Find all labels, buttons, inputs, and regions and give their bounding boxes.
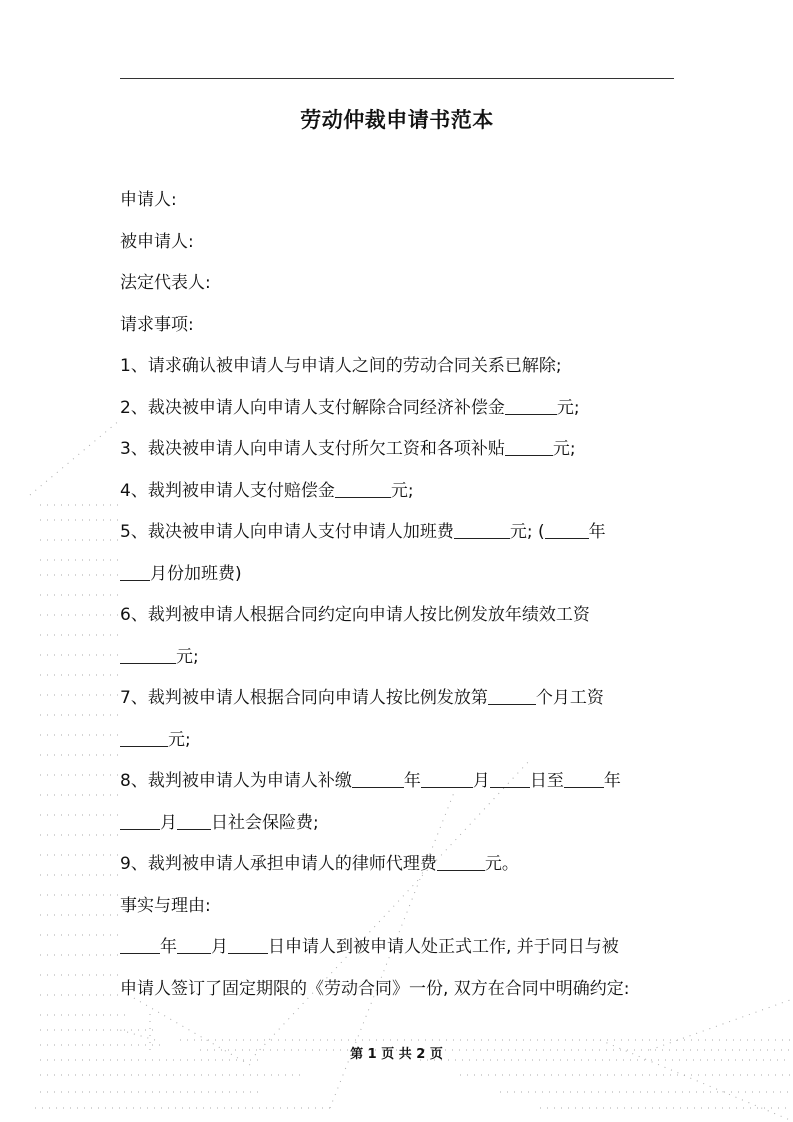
day-blank [177,813,211,830]
amount-blank [505,439,553,456]
day-blank [228,937,268,954]
claim-7-unit: 个月工资 [535,688,604,708]
claim-8-tail: 日社会保险费; [211,812,319,833]
respondent-line [120,226,680,268]
claim-2-unit: 元; [556,397,580,418]
claim-7-yuan: 元; [168,729,191,750]
claim-6 [120,599,680,641]
claim-8-year2: 年 [603,771,621,791]
claim-4-unit: 元; [390,480,414,501]
claim-5-unit: 元; ( [509,522,545,542]
claim-8-year: 年 [403,771,421,791]
claim-5-text: 5、裁决被申请人向申请人支付申请人加班费 [120,522,454,542]
claim-8-text: 8、裁判被申请人为申请人补缴 [120,771,352,791]
facts-header-text: 事实与理由: [120,895,211,916]
amount-blank [437,854,485,871]
count-blank [488,688,536,705]
document-body [120,184,680,1014]
claim-3-unit: 元; [552,439,576,459]
respondent-label: 被申请人: [120,231,194,252]
month-blank [120,564,150,581]
day-blank [490,771,530,788]
facts-year: 年 [160,937,177,957]
claim-8-to: 日至 [529,771,564,791]
facts-line-1-text: 日申请人到被申请人处正式工作, 并于同日与被 [268,937,619,957]
amount-blank [120,730,168,747]
legal-rep-label: 法定代表人: [120,273,211,293]
claim-9 [120,848,680,890]
claim-7 [120,682,680,724]
claim-4 [120,475,680,517]
applicant-label: 申请人: [120,190,177,210]
claim-5-tail: 月份加班费) [150,563,242,584]
claim-5-year: 年 [588,522,606,542]
year-blank [120,937,160,954]
amount-blank [335,481,391,498]
claims-header [120,309,680,351]
amount-blank [120,647,176,664]
amount-blank [505,398,557,415]
applicant-line [120,184,680,226]
claim-2-text: 2、裁决被申请人向申请人支付解除合同经济补偿金 [120,397,505,418]
claim-8 [120,765,680,807]
claim-2 [120,392,680,434]
claim-8-cont [120,807,680,849]
claim-4-text: 4、裁判被申请人支付赔偿金 [120,480,335,501]
year-blank [564,771,604,788]
year-blank [545,522,589,539]
month-blank [120,813,160,830]
facts-line-2 [120,973,680,1015]
claim-7-text: 7、裁判被申请人根据合同向申请人按比例发放第 [120,688,488,708]
month-blank [421,771,473,788]
facts-header [120,890,680,932]
claim-9-text: 9、裁判被申请人承担申请人的律师代理费 [120,854,437,874]
facts-month: 月 [211,937,228,957]
claim-6-cont [120,641,680,683]
year-blank [352,771,404,788]
claim-1 [120,350,680,392]
claim-3 [120,433,680,475]
facts-line-1 [120,931,680,973]
claim-6-text: 6、裁判被申请人根据合同约定向申请人按比例发放年绩效工资 [120,605,590,625]
claims-header-text: 请求事项: [120,314,194,335]
month-blank [177,937,211,954]
header-rule [120,78,674,79]
claim-1-text: 1、请求确认被申请人与申请人之间的劳动合同关系已解除; [120,356,562,376]
claim-5 [120,516,680,558]
claim-8-month: 月 [472,771,490,791]
claim-5-cont [120,558,680,600]
page-footer: 第 1 页 共 2 页 [350,1047,443,1062]
claim-7-cont [120,724,680,766]
claim-8-month2: 月 [160,812,177,833]
facts-line-2-text: 申请人签订了固定期限的《劳动合同》一份, 双方在合同中明确约定: [120,978,630,999]
claim-6-unit: 元; [176,646,199,667]
claim-3-text: 3、裁决被申请人向申请人支付所欠工资和各项补贴 [120,439,505,459]
amount-blank [454,522,510,539]
document-title: 劳动仲裁申请书范本 [300,108,494,132]
claim-9-unit: 元。 [484,854,519,874]
legal-rep-line [120,267,680,309]
